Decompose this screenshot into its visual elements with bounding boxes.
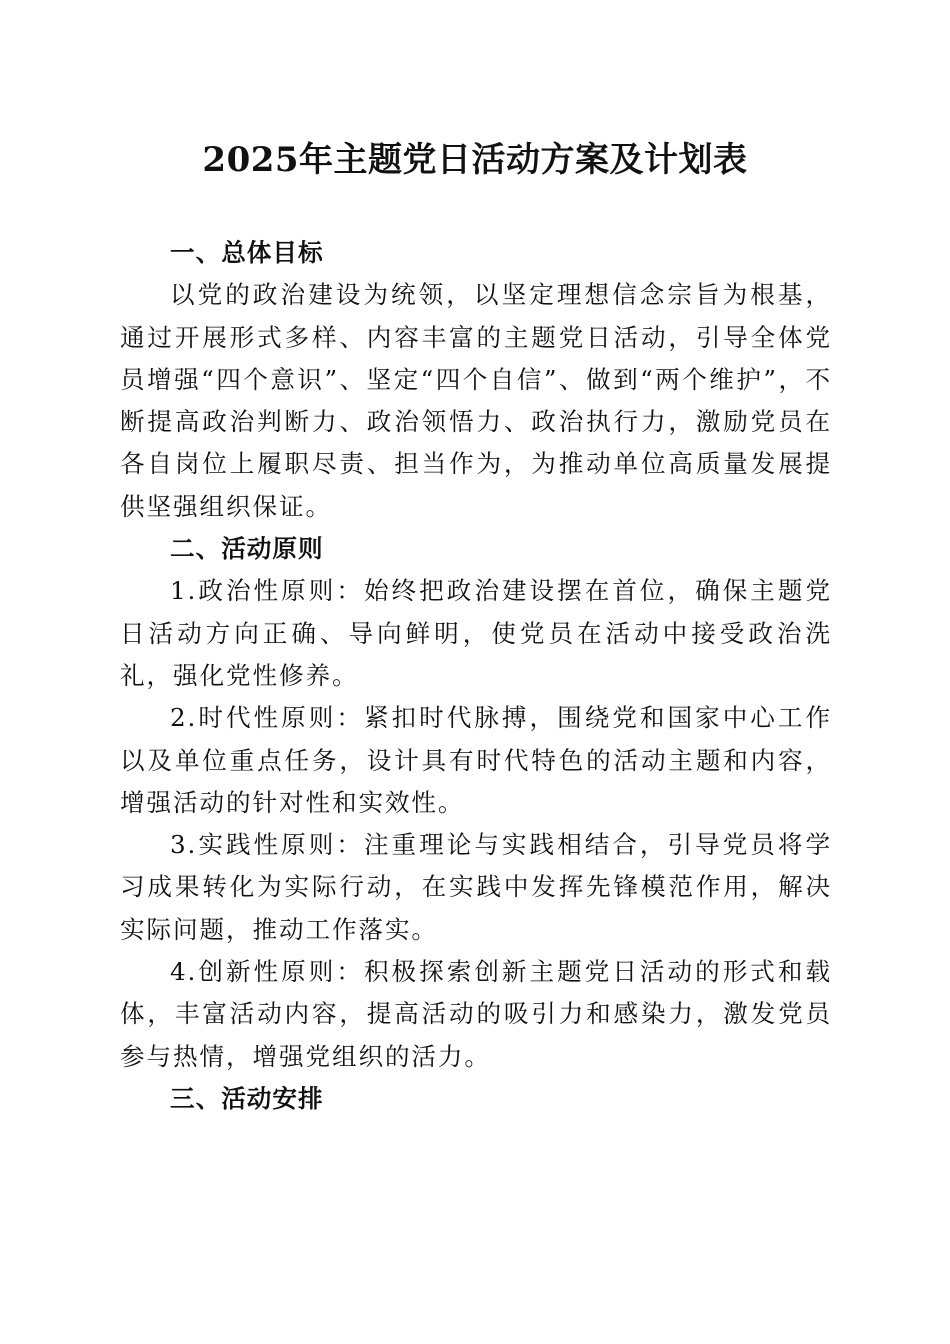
paragraph-principle-era: 2.时代性原则：紧扣时代脉搏，围绕党和国家中心工作以及单位重点任务，设计具有时代特色的活动主题和内容，增强活动的针对性和实效性。	[120, 703, 832, 817]
section-heading-overall-goal: 一、总体目标	[170, 238, 324, 267]
section-heading-principles: 二、活动原则	[170, 534, 324, 564]
paragraph-principle-practice: 3.实践性原则：注重理论与实践相结合，引导党员将学习成果转化为实际行动，在实践中发挥先锋模范作用，解决实际问题，推动工作落实。	[120, 830, 832, 944]
section-heading-arrangement: 三、活动安排	[170, 1083, 324, 1113]
paragraph-overall-goal: 以党的政治建设为统领，以坚定理想信念宗旨为根基，通过开展形式多样、内容丰富的主题党日活动，引导全体党员增强“四个意识”、坚定“四个自信”、做到“两个维护”，不断提高政治判断力、政治领悟力、政治执行力，激励党员在各自岗位上履职尽责、担当作为，为推动单位高质量发展提供坚强组织保证。	[120, 280, 832, 521]
paragraph-principle-innovation: 4.创新性原则：积极探索创新主题党日活动的形式和载体，丰富活动内容，提高活动的吸引力和感染力，激发党员参与热情，增强党组织的活力。	[120, 957, 832, 1071]
document-title: 2025年主题党日活动方案及计划表	[202, 140, 748, 180]
document-body	[120, 232, 832, 1120]
paragraph-principle-political: 1.政治性原则：始终把政治建设摆在首位，确保主题党日活动方向正确、导向鲜明，使党员在活动中接受政治洗礼，强化党性修养。	[120, 576, 832, 690]
